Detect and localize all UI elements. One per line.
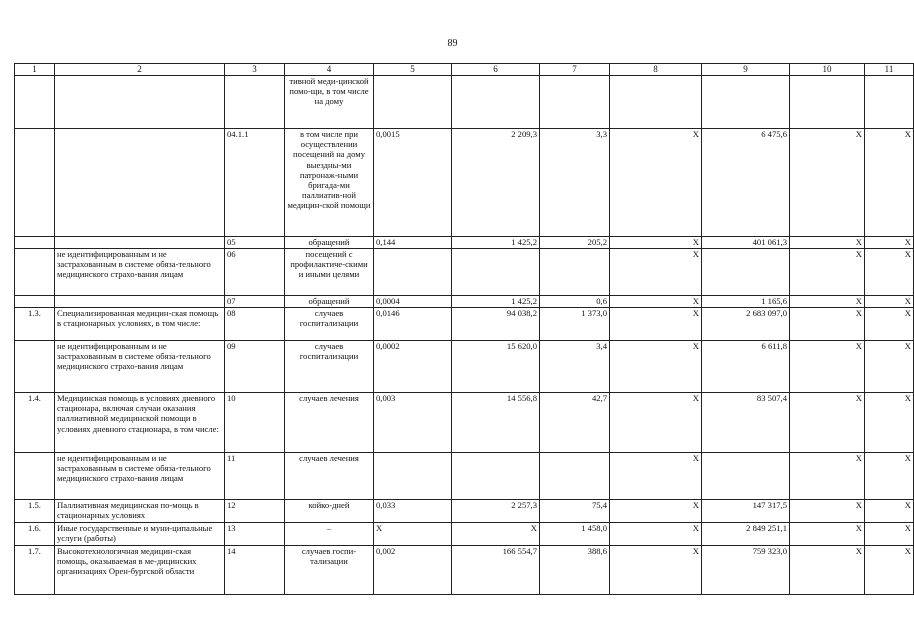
cell-c10: X [790,237,865,249]
table-row [15,341,914,393]
cell-c10: X [790,523,865,546]
cell-c7 [540,249,610,296]
table-row [15,237,914,249]
cell-c11: X [865,296,914,308]
cell-c10: X [790,393,865,453]
cell-c8: X [610,249,702,296]
cell-c9 [702,76,790,129]
cell-c5: 0,033 [374,500,452,523]
cell-c6: 166 554,7 [452,546,540,595]
cell-c8: X [610,453,702,500]
cell-c3: 09 [225,341,285,393]
cell-c6: X [452,523,540,546]
cell-c7: 3,4 [540,341,610,393]
cell-c11: X [865,500,914,523]
cell-c9: 1 165,6 [702,296,790,308]
cell-c1: 1.7. [15,546,55,595]
cell-c3: 13 [225,523,285,546]
cell-c4: случаев госпи-тализации [285,546,374,595]
cell-c9: 83 507,4 [702,393,790,453]
cell-c9: 6 475,6 [702,129,790,237]
cell-c7: 75,4 [540,500,610,523]
cell-c4: обращений [285,237,374,249]
cell-c2: Высокотехнологичная медицин-ская помощь, оказываемая в ме-дицинских организациях Орен-бургской области [55,546,225,595]
cell-c9: 6 611,8 [702,341,790,393]
cell-c8: X [610,296,702,308]
cell-c11: X [865,249,914,296]
col-header-10: 10 [790,64,865,76]
cell-c1 [15,237,55,249]
cell-c7: 1 458,0 [540,523,610,546]
cell-c3: 12 [225,500,285,523]
cell-c4: в том числе при осуществлении посещений на дому выездны-ми патронаж-ными бригада-ми паллиатив-ной медицин-ской помощи [285,129,374,237]
cell-c4: – [285,523,374,546]
cell-c1: 1.6. [15,523,55,546]
cell-c9: 2 683 097,0 [702,308,790,341]
cell-c10: X [790,453,865,500]
table-row [15,523,914,546]
cell-c8: X [610,308,702,341]
cell-c5: 0,0002 [374,341,452,393]
cell-c6: 1 425,2 [452,296,540,308]
cell-c7: 1 373,0 [540,308,610,341]
cell-c2 [55,76,225,129]
cell-c1 [15,129,55,237]
cell-c11: X [865,523,914,546]
cell-c11: X [865,237,914,249]
table-row [15,129,914,237]
cell-c5 [374,76,452,129]
table-row [15,76,914,129]
cell-c1 [15,296,55,308]
cell-c5: X [374,523,452,546]
funding-table [14,63,914,595]
cell-c3: 10 [225,393,285,453]
cell-c9: 401 061,3 [702,237,790,249]
cell-c6 [452,76,540,129]
cell-c7 [540,76,610,129]
col-header-7: 7 [540,64,610,76]
cell-c3: 07 [225,296,285,308]
cell-c8: X [610,546,702,595]
cell-c2 [55,296,225,308]
cell-c3: 08 [225,308,285,341]
cell-c8: X [610,500,702,523]
cell-c10: X [790,341,865,393]
cell-c4: обращений [285,296,374,308]
col-header-5: 5 [374,64,452,76]
table-body [15,64,914,595]
cell-c8: X [610,129,702,237]
cell-c8: X [610,523,702,546]
cell-c6 [452,249,540,296]
cell-c1 [15,341,55,393]
cell-c10: X [790,500,865,523]
cell-c4: случаев лечения [285,453,374,500]
cell-c7: 388,6 [540,546,610,595]
cell-c5 [374,249,452,296]
cell-c5 [374,453,452,500]
table-row [15,296,914,308]
cell-c3: 11 [225,453,285,500]
cell-c2: не идентифицированным и не застрахованным в системе обяза-тельного медицинского страхо-вания лицам [55,453,225,500]
cell-c2: Медицинская помощь в условиях дневного стационара, включая случаи оказания паллиативной медицинской помощи в условиях дневного стационара, в том числе: [55,393,225,453]
cell-c8: X [610,393,702,453]
cell-c10: X [790,249,865,296]
cell-c1: 1.4. [15,393,55,453]
cell-c6: 14 556,8 [452,393,540,453]
cell-c9: 759 323,0 [702,546,790,595]
cell-c10: X [790,308,865,341]
cell-c11 [865,76,914,129]
cell-c6: 1 425,2 [452,237,540,249]
cell-c2: не идентифицированным и не застрахованным в системе обяза-тельного медицинского страхо-вания лицам [55,249,225,296]
table-row [15,453,914,500]
cell-c7: 205,2 [540,237,610,249]
col-header-3: 3 [225,64,285,76]
cell-c11: X [865,129,914,237]
cell-c2 [55,129,225,237]
cell-c11: X [865,341,914,393]
cell-c8: X [610,341,702,393]
cell-c2: Специализированная медицин-ская помощь в стационарных условиях, в том числе: [55,308,225,341]
cell-c6 [452,453,540,500]
table-row [15,308,914,341]
cell-c1: 1.5. [15,500,55,523]
cell-c7: 3,3 [540,129,610,237]
cell-c9: 147 317,5 [702,500,790,523]
cell-c7: 0,6 [540,296,610,308]
cell-c10: X [790,129,865,237]
cell-c6: 94 038,2 [452,308,540,341]
cell-c1 [15,453,55,500]
cell-c2: Паллиативная медицинская по-мощь в стационарных условиях [55,500,225,523]
cell-c5: 0,144 [374,237,452,249]
col-header-9: 9 [702,64,790,76]
cell-c5: 0,0015 [374,129,452,237]
col-header-2: 2 [55,64,225,76]
cell-c10: X [790,296,865,308]
cell-c5: 0,0004 [374,296,452,308]
cell-c6: 2 257,3 [452,500,540,523]
cell-c8: X [610,237,702,249]
table-row [15,546,914,595]
col-header-1: 1 [15,64,55,76]
header-row [15,64,914,76]
col-header-11: 11 [865,64,914,76]
cell-c1 [15,76,55,129]
cell-c9 [702,249,790,296]
table-row [15,393,914,453]
cell-c5: 0,002 [374,546,452,595]
cell-c2: не идентифицированным и не застрахованным в системе обяза-тельного медицинского страхо-вания лицам [55,341,225,393]
cell-c4: случаев госпитализации [285,341,374,393]
cell-c3: 06 [225,249,285,296]
cell-c6: 15 620,0 [452,341,540,393]
cell-c11: X [865,393,914,453]
cell-c1 [15,249,55,296]
table-row [15,249,914,296]
cell-c5: 0,0146 [374,308,452,341]
cell-c11: X [865,308,914,341]
cell-c9 [702,453,790,500]
cell-c5: 0,003 [374,393,452,453]
col-header-6: 6 [452,64,540,76]
cell-c4: случаев лечения [285,393,374,453]
col-header-8: 8 [610,64,702,76]
cell-c10: X [790,546,865,595]
cell-c4: тивной меди-цинской помо-щи, в том числе на дому [285,76,374,129]
col-header-4: 4 [285,64,374,76]
cell-c3: 04.1.1 [225,129,285,237]
cell-c7: 42,7 [540,393,610,453]
cell-c10 [790,76,865,129]
cell-c7 [540,453,610,500]
cell-c8 [610,76,702,129]
table-row [15,500,914,523]
cell-c1: 1.3. [15,308,55,341]
cell-c2 [55,237,225,249]
cell-c3: 14 [225,546,285,595]
cell-c4: случаев госпитализации [285,308,374,341]
cell-c9: 2 849 251,1 [702,523,790,546]
cell-c11: X [865,453,914,500]
cell-c4: койко-дней [285,500,374,523]
cell-c3: 05 [225,237,285,249]
cell-c4: посещений с профилактиче-скими и иными целями [285,249,374,296]
cell-c11: X [865,546,914,595]
cell-c2: Иные государственные и муни-ципальные услуги (работы) [55,523,225,546]
cell-c3 [225,76,285,129]
cell-c6: 2 209,3 [452,129,540,237]
page-number: 89 [447,38,458,49]
